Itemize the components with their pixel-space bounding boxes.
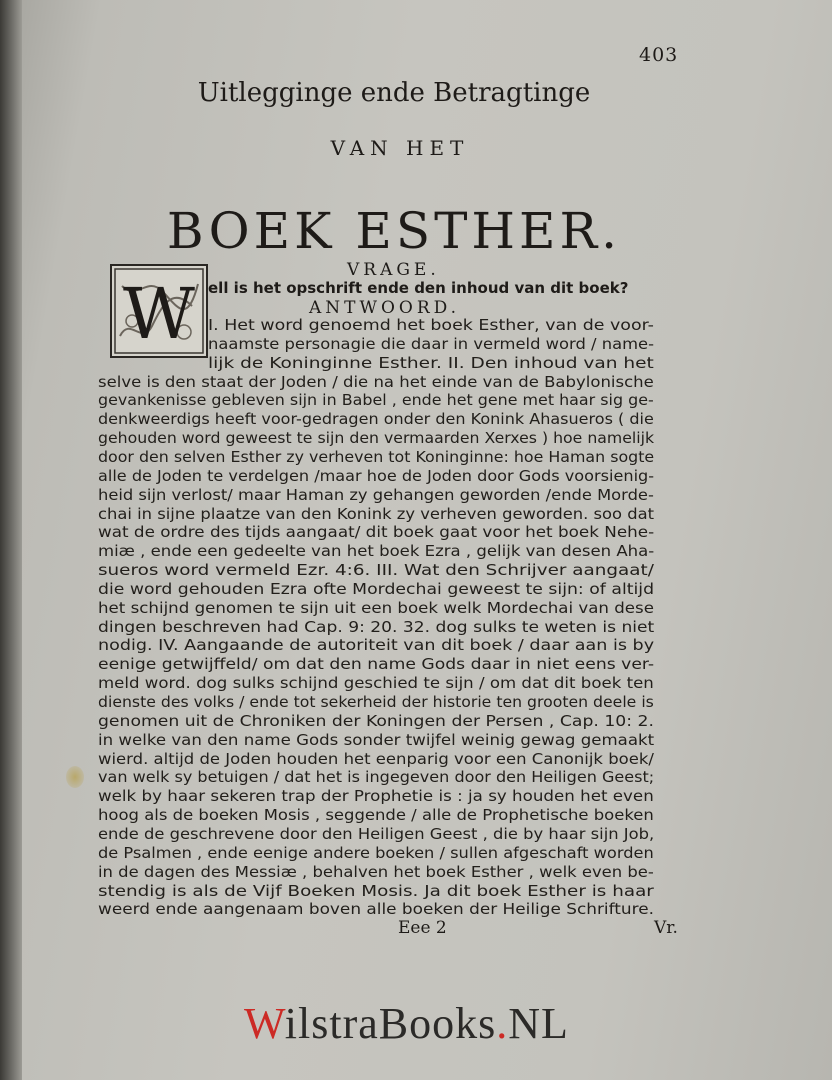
text-line: dingen beschreven had Cap. 9: 20. 32. dog sulks te weten is niet xyxy=(98,617,655,636)
text-line: chai in sijne plaatze van den Konink zy verheven geworden. soo dat xyxy=(98,504,655,523)
text-line: weerd ende aangenaam boven alle boeken der Heilige Schrifture. xyxy=(98,900,654,919)
running-title: Uitlegginge ende Betragtinge xyxy=(197,78,591,108)
question-text: ell is het opschrift ende den inhoud van dit boek? xyxy=(208,279,629,297)
text-line: heid sijn verlost/ maar Haman zy gehangen geworden /ende Morde- xyxy=(98,485,654,504)
text-line: in welke van den name Gods sonder twijfel weinig gewag gemaakt xyxy=(98,730,655,749)
text-line: gehouden word geweest te sijn den vermaarden Xerxes ) hoe namelijk xyxy=(98,429,655,448)
text-line: in de dagen des Messiæ , behalven het boek Esther , welk even be- xyxy=(98,862,654,881)
text-line: wierd. altijd de Joden houden het eenparig voor een Canonijk boek/ xyxy=(98,749,654,768)
text-line: ende de geschrevene door den Heiligen Geest , die by haar sijn Job, xyxy=(98,824,655,843)
text-line: welk by haar sekeren trap der Prophetie is : ja sy houden het even xyxy=(98,787,654,806)
page-number: 403 xyxy=(639,44,679,66)
text-line: van welk sy betuigen / dat het is ingegeven door den Heiligen Geest; xyxy=(98,768,655,787)
text-line: die word gehouden Ezra ofte Mordechai geweest te sijn: of altijd xyxy=(98,579,655,598)
watermark-dot: . xyxy=(496,999,509,1048)
text-line: meld word. dog sulks schijnd geschied te sijn / om dat dit boek ten xyxy=(98,674,654,693)
text-line: dienste des volks / ende tot sekerheid der historie ten grooten deele is xyxy=(98,693,654,711)
subtitle-van-het: VAN HET xyxy=(330,136,470,160)
text-line: I. Het word genoemd het boek Esther, van de voor- xyxy=(208,316,654,334)
text-line: eenige getwijffeld/ om dat den name Gods daar in niet eens ver- xyxy=(98,655,655,674)
book-page xyxy=(22,0,832,1080)
text-line: genomen uit de Chroniken der Koningen der Persen , Cap. 10: 2. xyxy=(98,711,654,730)
text-line: alle de Joden te verdelgen /maar hoe de Joden door Gods voorsienig- xyxy=(98,466,655,485)
text-line: sueros word vermeld Ezr. 4:6. III. Wat den Schrijver aangaat/ xyxy=(98,561,654,580)
page-stain xyxy=(66,766,84,788)
text-line: denkweerdigs heeft voor-gedragen onder den Konink Ahasueros ( die xyxy=(98,410,654,429)
text-line: lijk de Koninginne Esther. II. Den inhoud van het xyxy=(208,353,654,372)
initial-letter: W xyxy=(123,273,195,355)
watermark-name: ilstraBooks xyxy=(284,999,497,1048)
text-line: hoog als de boeken Mosis , seggende / alle de Prophetische boeken xyxy=(98,806,654,825)
signature-mark: Eee 2 xyxy=(398,918,447,938)
text-line: gevankenisse gebleven sijn in Babel , ende het gene met haar sig ge- xyxy=(98,391,654,410)
text-line: het schijnd genomen te sijn uit een boek welk Mordechai van dese xyxy=(98,598,654,617)
text-line: miæ , ende een gedeelte van het boek Ezra , gelijk van desen Aha- xyxy=(98,542,655,561)
vrage-heading: VRAGE. xyxy=(347,260,440,280)
text-line: selve is den staat der Joden / die na het einde van de Babylonische xyxy=(98,372,654,391)
book-title: BOEK ESTHER. xyxy=(166,201,622,260)
watermark-tld: NL xyxy=(508,999,569,1048)
text-line: wat de ordre des tijds aangaat/ dit boek gaat voor het boek Nehe- xyxy=(98,523,655,542)
catchword: Vr. xyxy=(654,918,678,938)
ornament-initial-icon xyxy=(112,266,206,356)
antwoord-heading: ANTWOORD. xyxy=(309,298,461,318)
watermark-logo xyxy=(244,998,644,1049)
text-line: door den selven Esther zy verheven tot Koninginne: hoe Haman sogte xyxy=(98,447,655,466)
book-binding xyxy=(0,0,22,1080)
text-line: de Psalmen , ende eenige andere boeken / sullen afgeschaft worden xyxy=(98,843,654,862)
watermark-initial: W xyxy=(244,999,285,1048)
text-line: stendig is als de Vijf Boeken Mosis. Ja dit boek Esther is haar xyxy=(98,881,654,900)
text-line: nodig. IV. Aangaande de autoriteit van dit boek / daar aan is by xyxy=(98,636,655,655)
text-line: naamste personagie die daar in vermeld word / name- xyxy=(208,334,655,353)
decorated-initial xyxy=(110,264,208,358)
